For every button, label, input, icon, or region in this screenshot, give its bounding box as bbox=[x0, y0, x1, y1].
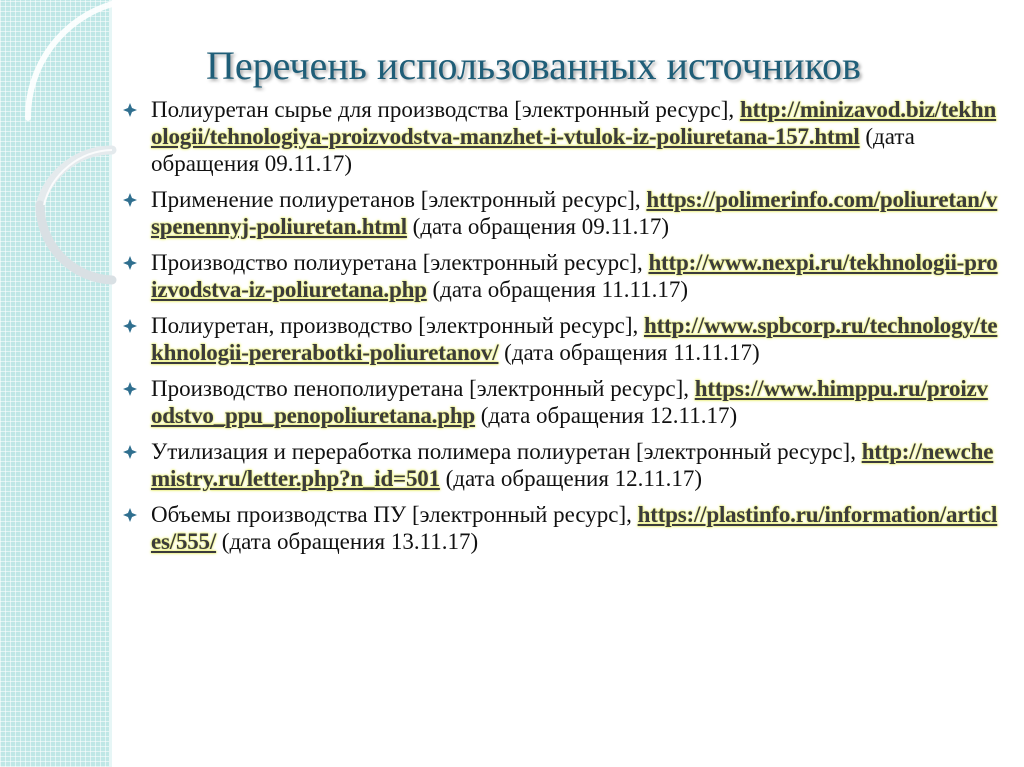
source-text: Утилизация и переработка полимера полиуретан [электронный ресурс], bbox=[151, 439, 862, 464]
diamond-bullet-icon bbox=[123, 382, 137, 396]
source-link[interactable]: http://www.nexpi.ru/tekhnologii-proizvodstva-iz-poliuretana.php bbox=[151, 250, 998, 302]
list-item bbox=[118, 375, 998, 429]
source-link[interactable]: https://plastinfo.ru/information/articles/555/ bbox=[151, 502, 998, 554]
source-text: Полиуретан сырье для производства [электронный ресурс], bbox=[151, 97, 740, 122]
diamond-bullet-icon bbox=[123, 445, 137, 459]
access-date: (дата обращения 09.11.17) bbox=[406, 214, 670, 239]
source-link[interactable]: http://newchemistry.ru/letter.php?n_id=501 bbox=[151, 439, 994, 491]
source-link[interactable]: https://polimerinfo.com/poliuretan/vspenennyj-poliuretan.html bbox=[151, 187, 998, 239]
source-link[interactable]: http://minizavod.biz/tekhnologii/tehnologiya-proizvodstva-manzhet-i-vtulok-iz-poliuretana-157.html bbox=[151, 97, 997, 149]
source-text: Объемы производства ПУ [электронный ресурс], bbox=[151, 502, 638, 527]
source-text: Производство пенополиуретана [электронный ресурс], bbox=[151, 376, 695, 401]
list-item bbox=[118, 438, 998, 492]
source-text: Производство полиуретана [электронный ресурс], bbox=[151, 250, 649, 275]
list-item bbox=[118, 186, 998, 240]
source-link[interactable]: https://www.himppu.ru/proizvodstvo_ppu_penopoliuretana.php bbox=[151, 376, 988, 428]
diamond-bullet-icon bbox=[123, 256, 137, 270]
diamond-bullet-icon bbox=[123, 103, 137, 117]
diamond-bullet-icon bbox=[123, 508, 137, 522]
access-date: (дата обращения 11.11.17) bbox=[426, 277, 689, 302]
page-title: Перечень использованных источников bbox=[206, 43, 861, 88]
list-item bbox=[118, 501, 998, 555]
list-item bbox=[118, 249, 998, 303]
access-date: (дата обращения 12.11.17) bbox=[439, 466, 702, 491]
source-link[interactable]: http://www.spbcorp.ru/technology/tekhnologii-pererabotki-poliuretanov/ bbox=[151, 313, 998, 365]
access-date: (дата обращения 11.11.17) bbox=[498, 340, 760, 365]
list-item bbox=[118, 96, 998, 177]
list-item bbox=[118, 312, 998, 366]
diamond-bullet-icon bbox=[123, 193, 137, 207]
source-text: Полиуретан, производство [электронный ресурс], bbox=[151, 313, 644, 338]
source-text: Применение полиуретанов [электронный ресурс], bbox=[151, 187, 647, 212]
diamond-bullet-icon bbox=[123, 319, 137, 333]
access-date: (дата обращения 13.11.17) bbox=[216, 529, 479, 554]
access-date: (дата обращения 09.11.17) bbox=[151, 124, 915, 176]
sources-list bbox=[118, 96, 998, 564]
access-date: (дата обращения 12.11.17) bbox=[475, 403, 738, 428]
